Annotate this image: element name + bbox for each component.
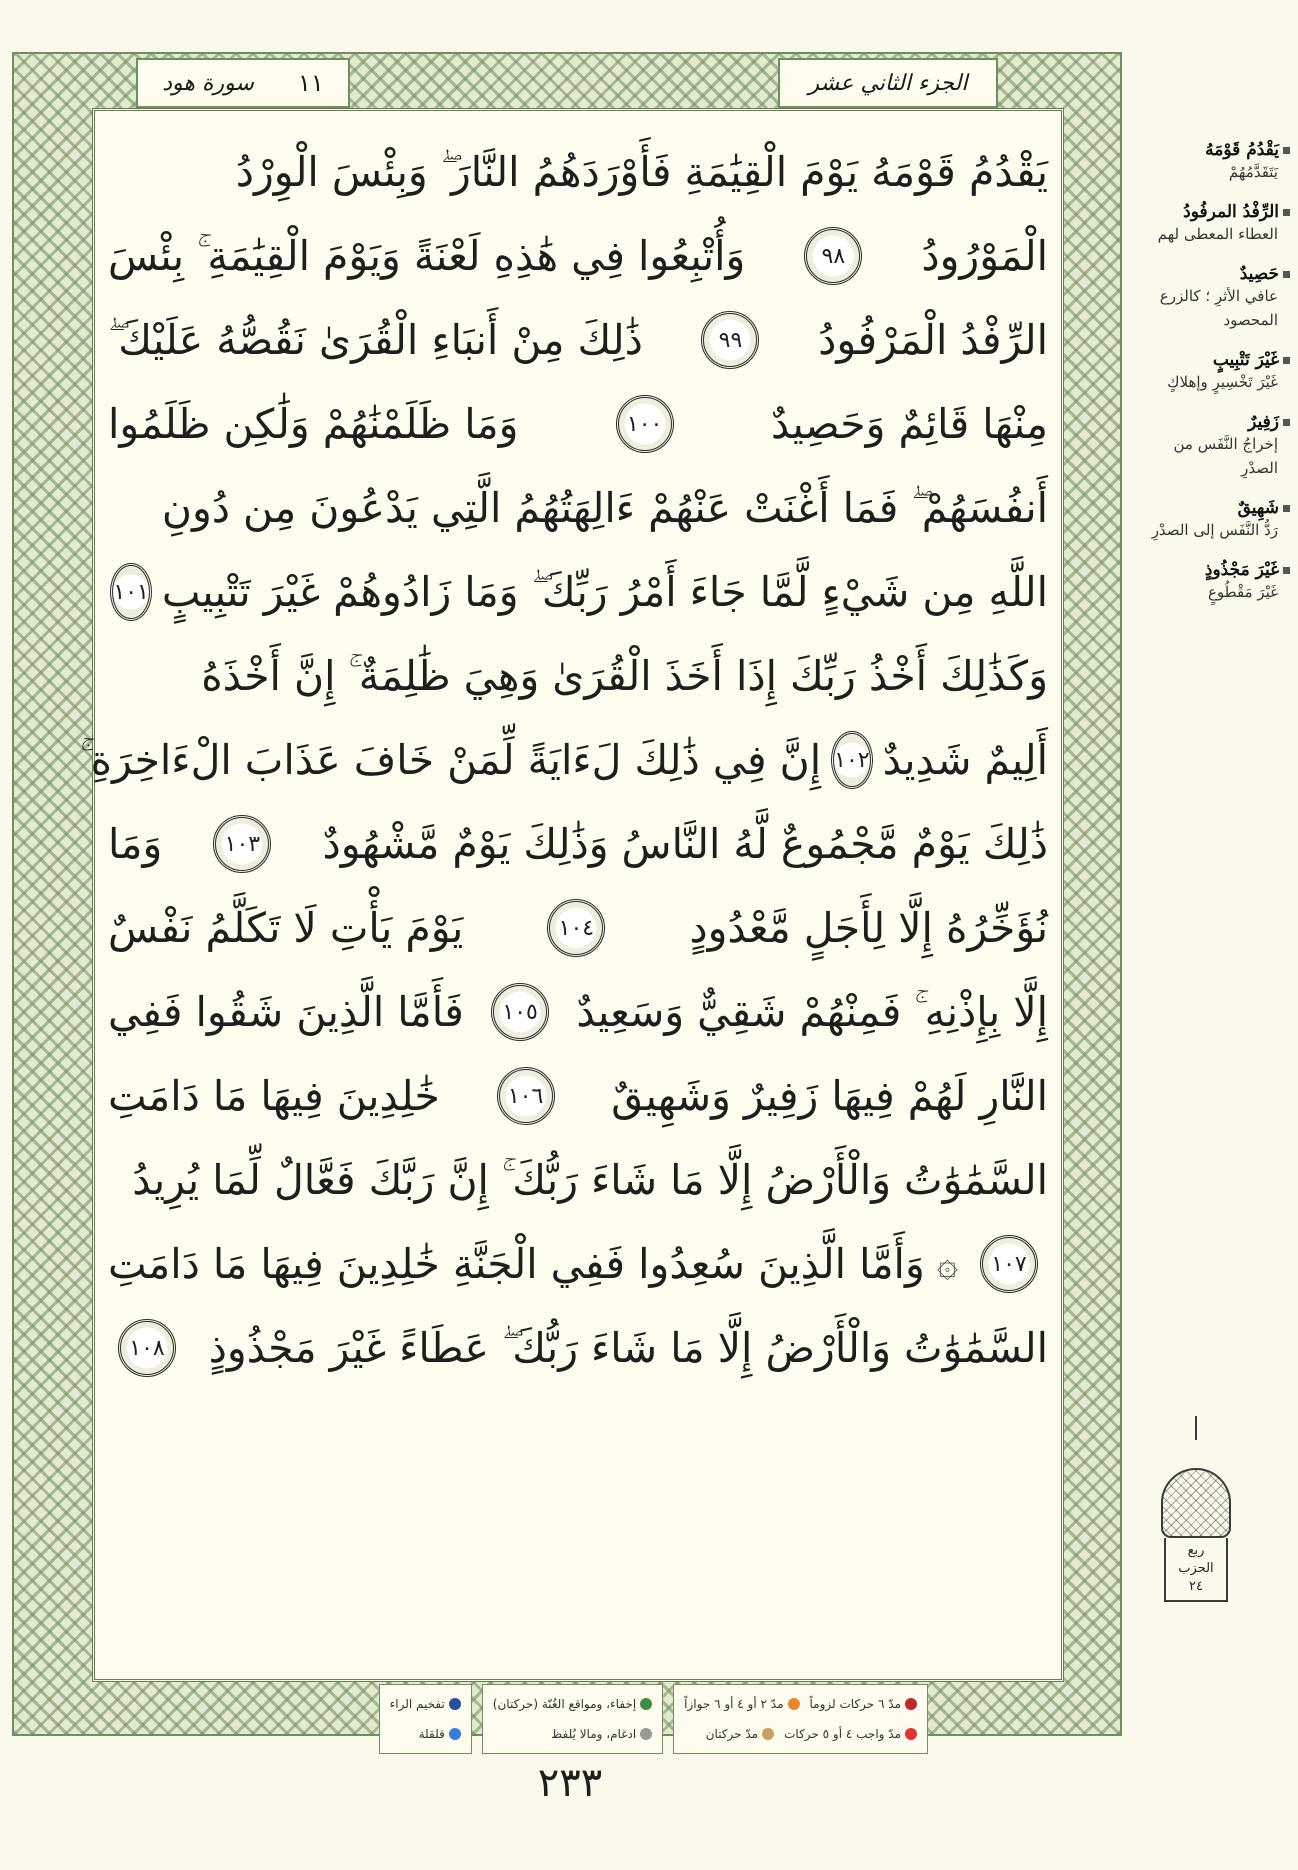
verse-text: ذَٰلِكَ يَوْمٌ مَّجْمُوعٌ لَّهُ النَّاسُ وَذَٰلِكَ يَوْمٌ مَّشْهُودٌ (322, 820, 1048, 868)
verse-text: السَّمَٰوَٰتُ وَالْأَرْضُ إِلَّا مَا شَاءَ رَبُّكَ ۖ عَطَاءً غَيْرَ مَجْذُوذٍ (208, 1323, 1048, 1372)
color-dot-icon (905, 1698, 917, 1710)
verse-text: أَلِيمٌ شَدِيدٌ (882, 736, 1048, 784)
glossary-item (1134, 412, 1290, 480)
color-dot-icon (905, 1728, 917, 1740)
hizb-label-box (1164, 1538, 1228, 1602)
legend-item (551, 1727, 652, 1741)
legend-item (810, 1697, 918, 1711)
legend-box-ghunna (482, 1684, 663, 1754)
legend-label: قلقلة (418, 1727, 445, 1741)
legend-label: إخفاء، ومواقع الغُنّة (حركتان) (492, 1697, 637, 1711)
glossary-definition: إخراجُ النَّفَس من الصدْرِ (1173, 435, 1278, 477)
text-line (108, 466, 1048, 550)
legend-row (390, 1697, 461, 1711)
verse-text: يَقْدُمُ قَوْمَهُ يَوْمَ الْقِيَٰمَةِ فَأَوْرَدَهُمُ النَّارَ ۖ وَبِئْسَ الْوِرْدُ (235, 147, 1048, 196)
ayah-marker: ١٠٠ (616, 395, 674, 453)
legend-label: ادغام، ومالا يُلفظ (551, 1727, 637, 1741)
text-line (108, 970, 1048, 1054)
ayah-marker: ١٠٦ (497, 1067, 555, 1125)
ayah-marker: ١٠٥ (491, 983, 549, 1041)
ayah-marker: ١٠٨ (118, 1319, 176, 1377)
glossary-item (1134, 350, 1290, 394)
legend-item (706, 1727, 774, 1741)
hizb-number: ٢٤ (1189, 1579, 1203, 1594)
page-number: ٢٣٣ (537, 1760, 603, 1806)
tajweed-legend (228, 1684, 928, 1754)
color-dot-icon (640, 1698, 652, 1710)
glossary-word: يَقْدُمُ قَوْمَهُ (1134, 140, 1290, 160)
hizb-star-icon: ۞ (936, 1243, 958, 1285)
quran-text (80, 130, 1048, 1650)
verse-text: أَنفُسَهُمْ ۖ فَمَا أَغْنَتْ عَنْهُمْ ءَالِهَتُهُمُ الَّتِي يَدْعُونَ مِن دُونِ (161, 483, 1048, 532)
text-line (108, 802, 1048, 886)
glossary-item (1134, 498, 1290, 542)
legend-item (390, 1697, 461, 1711)
hizb-label: الحزب (1178, 1561, 1214, 1576)
glossary-word: الرِّفْدُ المرفُودُ (1134, 202, 1290, 222)
verse-text: اللَّهِ مِن شَيْءٍ لَّمَّا جَاءَ أَمْرُ رَبِّكَ ۖ وَمَا زَادُوهُمْ غَيْرَ تَتْبِيبٍ (161, 567, 1048, 616)
verse-text: النَّارِ لَهُمْ فِيهَا زَفِيرٌ وَشَهِيقٌ (611, 1072, 1048, 1120)
glossary-item (1134, 202, 1290, 246)
glossary-item (1134, 264, 1290, 332)
hizb-quarter-label: ربع (1187, 1543, 1205, 1558)
verse-text: وَأَمَّا الَّذِينَ سُعِدُوا فَفِي الْجَنَّةِ خَٰلِدِينَ فِيهَا مَا دَامَتِ (108, 1240, 925, 1288)
legend-row (493, 1697, 652, 1711)
verse-text: وَكَذَٰلِكَ أَخْذُ رَبِّكَ إِذَا أَخَذَ الْقُرَىٰ وَهِيَ ظَٰلِمَةٌ ۚ إِنَّ أَخْذَهُ (201, 651, 1048, 700)
text-line (108, 214, 1048, 298)
juz-title: الجزء الثاني عشر (808, 70, 968, 96)
glossary-definition: يَتَقَدَّمُهُمْ (1228, 163, 1278, 181)
color-dot-icon (449, 1698, 461, 1710)
surah-title: سورة هود (162, 70, 254, 96)
glossary-item (1134, 560, 1290, 604)
legend-row (684, 1727, 917, 1741)
legend-label: مدّ ٢ أو ٤ أو ٦ جوازاً (684, 1697, 784, 1711)
legend-row (684, 1697, 917, 1711)
verse-text: وَمَا (108, 820, 163, 868)
text-line (108, 298, 1048, 382)
surah-number: ١١ (297, 69, 324, 97)
glossary-definition: العطاء المعطى لهم (1157, 225, 1278, 243)
text-line (108, 1054, 1048, 1138)
text-line (108, 634, 1048, 718)
verse-text: يَوْمَ يَأْتِ لَا تَكَلَّمُ نَفْسٌ (108, 904, 464, 952)
legend-label: مدّ ٦ حركات لزوماً (809, 1697, 901, 1711)
glossary-sidebar (1134, 140, 1290, 622)
juz-header (778, 58, 998, 108)
text-line (108, 1138, 1048, 1222)
ayah-marker: ١٠٤ (547, 899, 605, 957)
ayah-marker: ١٠٧ (980, 1235, 1038, 1293)
legend-label: تفخيم الراء (389, 1697, 445, 1711)
color-dot-icon (640, 1728, 652, 1740)
verse-text: مِنْهَا قَائِمٌ وَحَصِيدٌ (770, 400, 1048, 448)
text-line (80, 718, 1048, 802)
legend-row (390, 1727, 461, 1741)
verse-text: وَأُتْبِعُوا فِي هَٰذِهِ لَعْنَةً وَيَوْمَ الْقِيَٰمَةِ ۚ بِئْسَ (108, 231, 746, 280)
surah-header (136, 58, 350, 108)
verse-text: الرِّفْدُ الْمَرْفُودُ (818, 316, 1048, 364)
text-line (108, 1306, 1048, 1390)
glossary-definition: رَدُّ النَّفَس إلى الصدْرِ (1151, 521, 1278, 539)
glossary-item (1134, 140, 1290, 184)
ayah-marker: ١٠٣ (213, 815, 271, 873)
text-line (108, 550, 1048, 634)
verse-text: السَّمَٰوَٰتُ وَالْأَرْضُ إِلَّا مَا شَاءَ رَبُّكَ ۚ إِنَّ رَبَّكَ فَعَّالٌ لِّمَا يُرِيدُ (132, 1155, 1048, 1204)
hizb-quarter-emblem (1148, 1416, 1244, 1616)
glossary-definition: غَيْرَ مَقْطُوعٍ (1207, 583, 1278, 601)
legend-item (684, 1697, 799, 1711)
verse-text: نُؤَخِّرُهُ إِلَّا لِأَجَلٍ مَّعْدُودٍ (689, 904, 1048, 952)
legend-item (784, 1727, 917, 1741)
glossary-word: غَيْرَ تَتْبِيبٍ (1134, 350, 1290, 370)
verse-text: ذَٰلِكَ مِنْ أَنبَاءِ الْقُرَىٰ نَقُصُّهُ عَلَيْكَ ۖ (108, 315, 643, 364)
legend-label: مدّ حركتان (705, 1727, 759, 1741)
glossary-word: زَفِيرٌ (1134, 412, 1290, 432)
color-dot-icon (449, 1728, 461, 1740)
text-line (108, 886, 1048, 970)
text-line (108, 382, 1048, 466)
glossary-definition: عافي الأثرِ ؛ كالزرع المحصود (1159, 287, 1278, 329)
verse-text: إِنَّ فِي ذَٰلِكَ لَءَايَةً لِّمَنْ خَافَ عَذَابَ الْءَاخِرَةِ ۚ (80, 735, 822, 784)
glossary-word: حَصِيدٌ (1134, 264, 1290, 284)
emblem-spire-icon (1195, 1416, 1197, 1440)
verse-text: الْمَوْرُودُ (921, 232, 1048, 280)
legend-label: مدّ واجب ٤ أو ٥ حركات (784, 1727, 901, 1741)
text-line (108, 130, 1048, 214)
verse-text: إِلَّا بِإِذْنِهِ ۚ فَمِنْهُمْ شَقِيٌّ وَسَعِيدٌ (576, 987, 1048, 1036)
ayah-marker: ١٠٢ (831, 731, 872, 789)
verse-text: خَٰلِدِينَ فِيهَا مَا دَامَتِ (108, 1072, 440, 1120)
glossary-word: شَهِيقٌ (1134, 498, 1290, 518)
ayah-marker: ٩٩ (701, 311, 759, 369)
verse-text: وَمَا ظَلَمْنَٰهُمْ وَلَٰكِن ظَلَمُوا (108, 400, 519, 448)
ayah-marker: ١٠١ (110, 563, 151, 621)
emblem-knot-icon (1161, 1468, 1231, 1538)
glossary-word: غَيْرَ مَجْذُوذٍ (1134, 560, 1290, 580)
legend-item (493, 1697, 652, 1711)
ayah-marker: ٩٨ (804, 227, 862, 285)
legend-item (419, 1727, 461, 1741)
color-dot-icon (788, 1698, 800, 1710)
color-dot-icon (762, 1728, 774, 1740)
legend-row (493, 1727, 652, 1741)
text-line (108, 1222, 1048, 1306)
legend-box-madd (673, 1684, 928, 1754)
legend-box-tafkhim (379, 1684, 472, 1754)
glossary-definition: غَيْرَ تَخْسِيرٍ وإهلاكٍ (1167, 373, 1278, 391)
verse-text: فَأَمَّا الَّذِينَ شَقُوا فَفِي (108, 988, 464, 1036)
